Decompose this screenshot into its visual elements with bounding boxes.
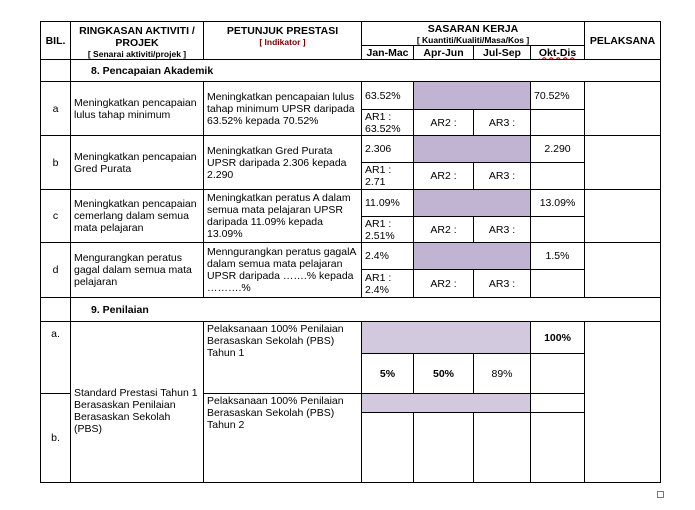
row-d-ar3: AR3 : [474,270,531,298]
row-9-activity: Standard Prestasi Tahun 1 Berasaskan Penilaian Berasaskan Sekolah (PBS) [71,322,204,483]
row-a-activity: Meningkatkan pencapaian lulus tahap minimum [71,82,204,136]
section8-bil [41,60,71,82]
row-9b-q2 [414,413,474,483]
paragraph-marker [657,491,664,498]
header-petunjuk-sub: [ Indikator ] [259,37,306,47]
row-a-ar1: AR1 : 63.52% [362,110,414,136]
row-a-bil: a [41,82,71,136]
header-ringkasan-sub: [ Senarai aktiviti/projek ] [87,49,187,59]
header-sasaran-sub: [ Kuantiti/Kualiti/Masa/Kos ] [416,34,530,45]
row-9b-shaded [362,394,531,413]
row-9b-q3 [474,413,531,483]
row-9b-bil: b. [41,394,71,483]
row-9a-target: 100% [531,322,585,354]
row-c-ar2: AR2 : [414,217,474,243]
row-a-q4-empty [531,110,585,136]
row-c-activity: Meningkatkan pencapaian cemerlang dalam semua mata pelajaran [71,190,204,243]
row-d-q1: 2.4% [362,243,414,270]
row-9a-actual-q3: 89% [474,354,531,394]
row-b-shaded [414,136,531,163]
quarter-q3: Jul-Sep [474,46,531,60]
row-d-q4-empty [531,270,585,298]
row-c-q4-empty [531,217,585,243]
section8-title: 8. Pencapaian Akademik [71,60,661,82]
header-ringkasan [71,22,204,60]
row-d-shaded [414,243,531,270]
header-ringkasan-title: RINGKASAN AKTIVITI / PROJEK [79,25,195,49]
work-target-table [40,21,661,483]
row-9b-q4 [531,394,585,413]
row-b-ar1: AR1 : 2.71 [362,163,414,190]
row-a-indicator: Meningkatkan pencapaian lulus tahap minimum UPSR daripada 63.52% kepada 70.52% [204,82,362,136]
row-9a-bil: a. [41,322,71,394]
row-a-q1: 63.52% [362,82,414,110]
row-9a-actual-q2: 50% [414,354,474,394]
header-petunjuk [204,22,362,60]
row-d-ar2: AR2 : [414,270,474,298]
row-d-ar1: AR1 : 2.4% [362,270,414,298]
row-b-q4: 2.290 [531,136,585,163]
row-d-activity: Mengurangkan peratus gagal dalam semua mata pelajaran [71,243,204,298]
row-c-q1: 11.09% [362,190,414,217]
row-b-ar3: AR3 : [474,163,531,190]
row-d-q4: 1.5% [531,243,585,270]
header-petunjuk-title: PETUNJUK PRESTASI [226,25,339,37]
row-a-q4: 70.52% [531,82,585,110]
row-a-shaded [414,82,531,110]
row-9b-indicator: Pelaksanaan 100% Penilaian Berasaskan Sekolah (PBS) Tahun 2 [204,394,362,483]
row-b-ar2: AR2 : [414,163,474,190]
row-c-shaded [414,190,531,217]
row-c-ar3: AR3 : [474,217,531,243]
header-sasaran-title: SASARAN KERJA [427,22,519,35]
row-b-bil: b [41,136,71,190]
row-c-q4: 13.09% [531,190,585,217]
row-9a-shaded [362,322,531,354]
row-a-ar2: AR2 : [414,110,474,136]
row-c-pelaksana [585,190,661,243]
row-b-pelaksana [585,136,661,190]
row-9b-q1 [362,413,414,483]
row-a-ar3: AR3 : [474,110,531,136]
row-9a-actual-q4 [531,354,585,394]
row-d-indicator: Menngurangkan peratus gagalA dalam semua mata pelajaran UPSR daripada …….% kepada ……….% [204,243,362,298]
row-9a-indicator: Pelaksanaan 100% Penilaian Berasaskan Sekolah (PBS) Tahun 1 [204,322,362,394]
row-c-indicator: Meningkatkan peratus A dalam semua mata pelajaran UPSR daripada 11.09% kepada 13.09% [204,190,362,243]
row-d-pelaksana [585,243,661,298]
section9-title: 9. Penilaian [71,298,661,322]
row-b-activity: Meningkatkan pencapaian Gred Purata [71,136,204,190]
header-bil: BIL. [41,22,71,60]
row-9b-q4-empty [531,413,585,483]
row-c-bil: c [41,190,71,243]
header-sasaran [362,22,585,46]
quarter-q2: Apr-Jun [414,46,474,60]
section9-bil [41,298,71,322]
row-c-ar1: AR1 : 2.51% [362,217,414,243]
row-b-indicator: Meningkatkan Gred Purata UPSR daripada 2.306 kepada 2.290 [204,136,362,190]
row-9a-actual-q1: 5% [362,354,414,394]
quarter-q4: Okt-Dis [531,46,585,60]
row-a-pelaksana [585,82,661,136]
row-9-pelaksana [585,322,661,483]
row-b-q4-empty [531,163,585,190]
header-pelaksana: PELAKSANA [585,22,661,60]
row-d-bil: d [41,243,71,298]
row-b-q1: 2.306 [362,136,414,163]
quarter-q1: Jan-Mac [362,46,414,60]
